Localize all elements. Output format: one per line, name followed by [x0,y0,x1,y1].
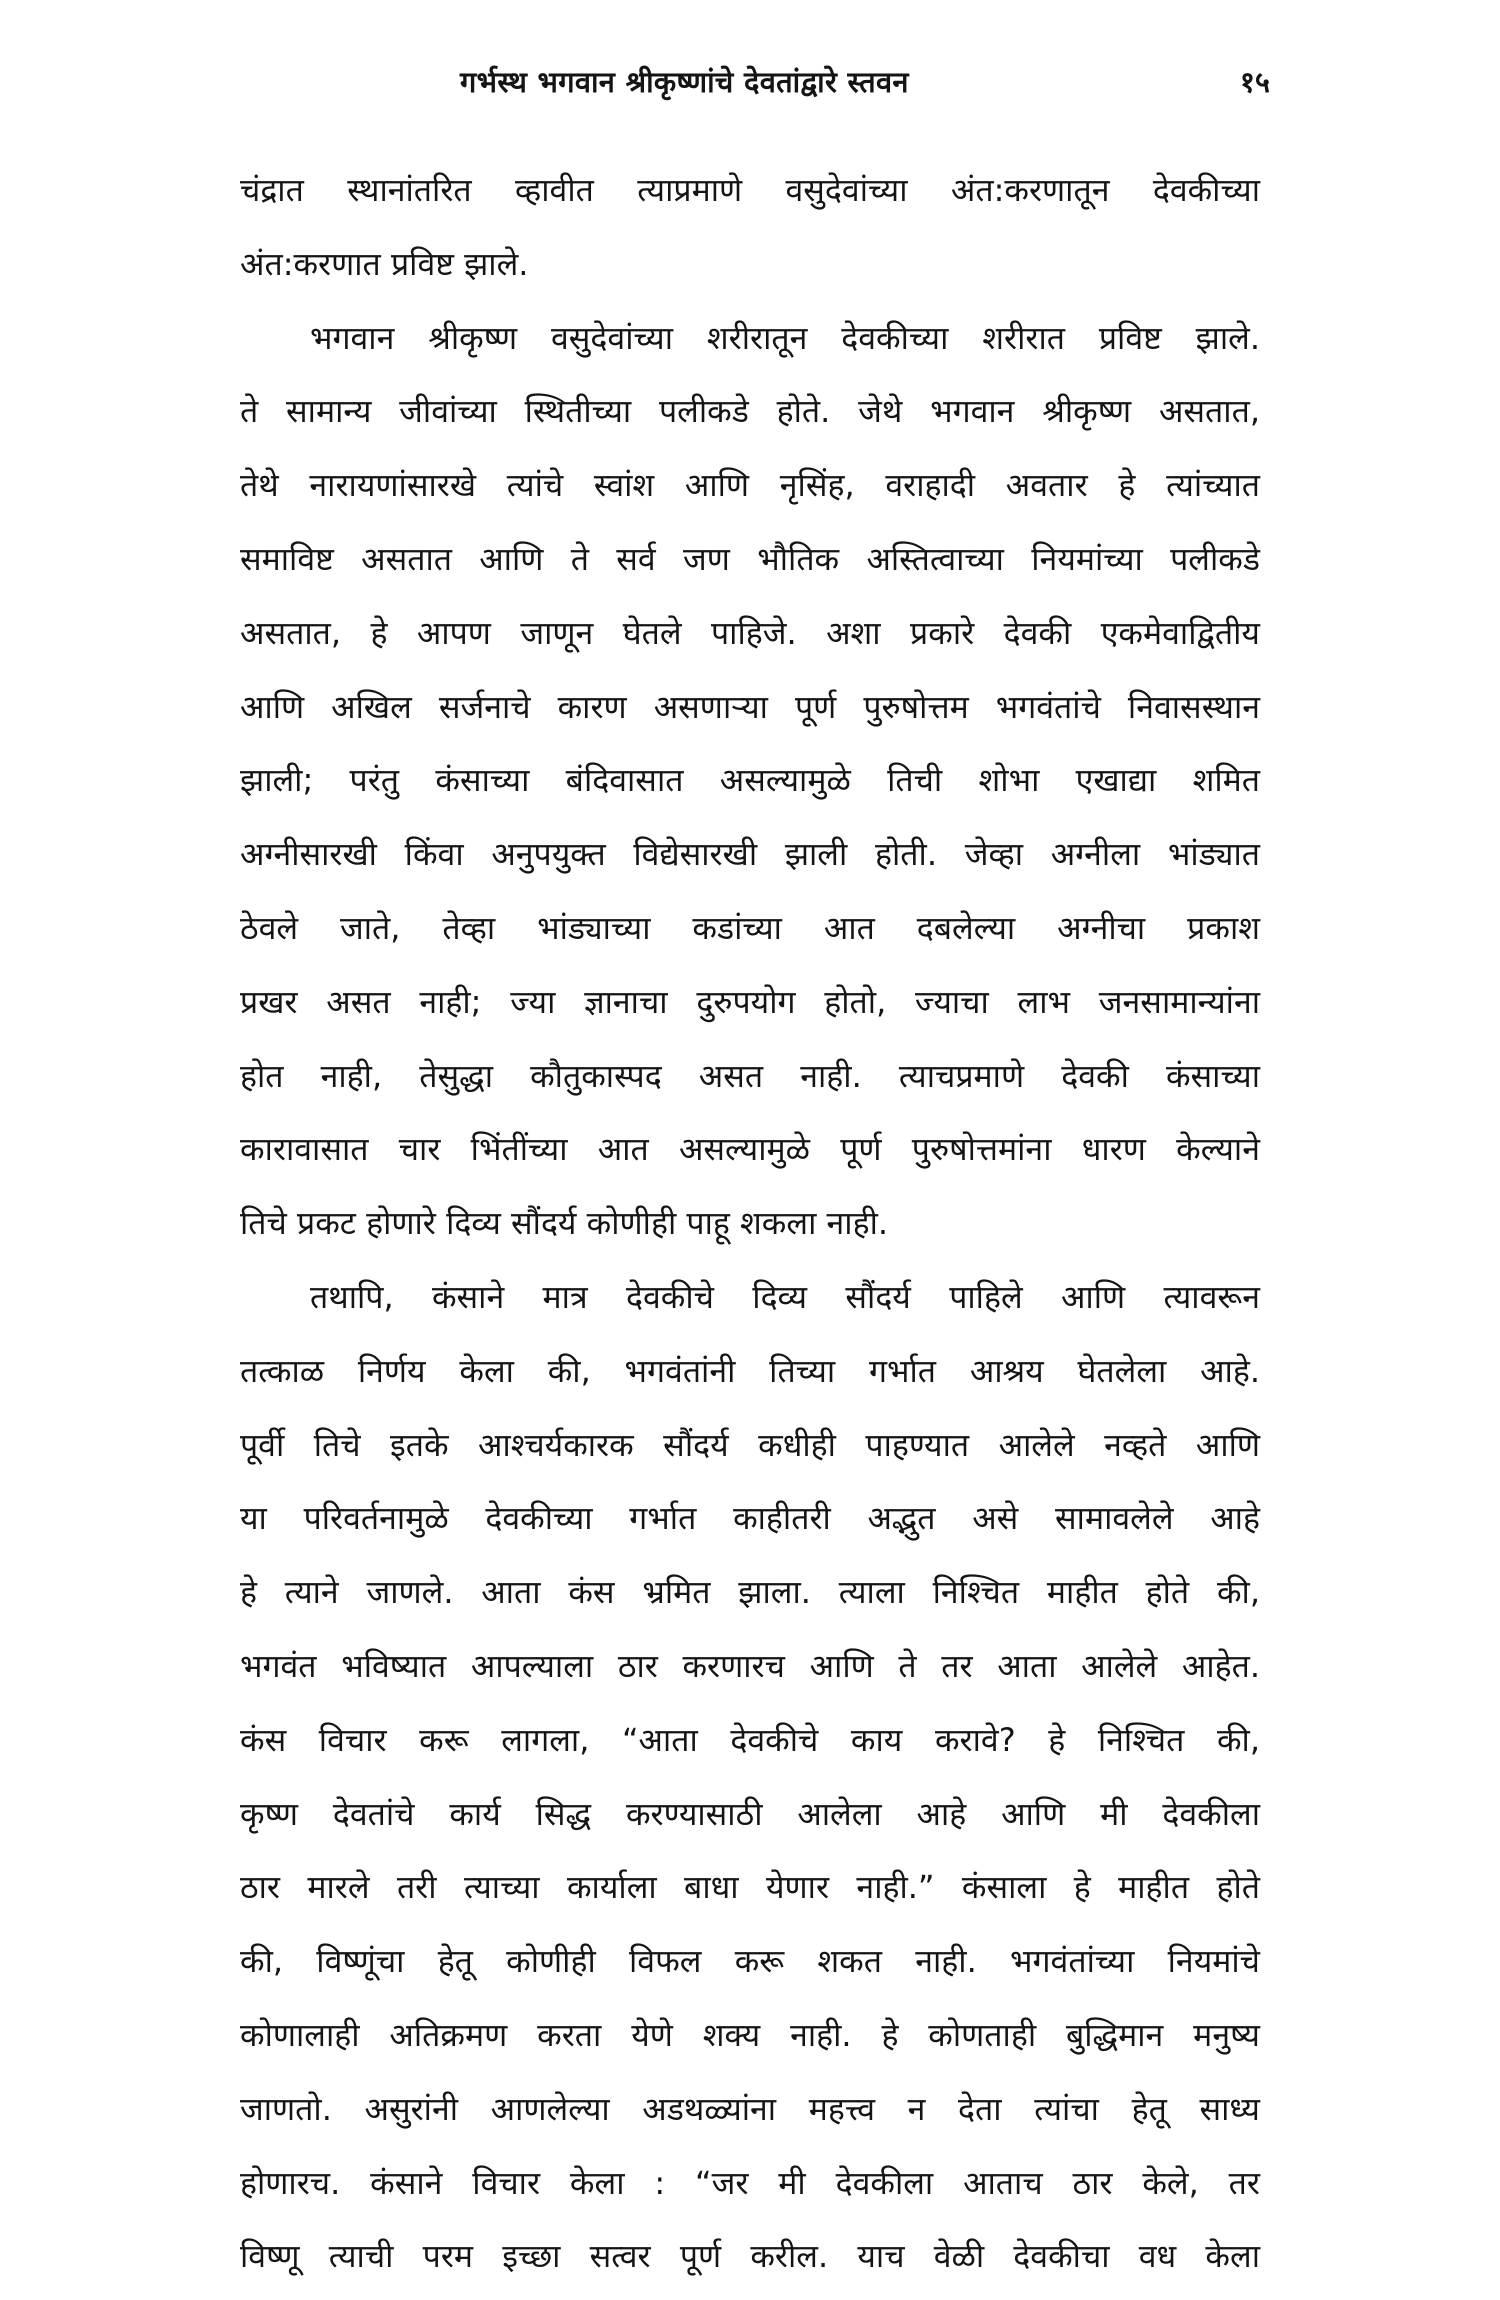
chapter-title: गर्भस्थ भगवान श्रीकृष्णांचे देवतांद्वारे स्तवन [460,65,909,99]
text-line: कंस विचार करू लागला, “आता देवकीचे काय करावे? हे निश्चित की, [240,1720,1260,1759]
text-line: तत्काळ निर्णय केला की, भगवंतांनी तिच्या गर्भात आश्रय घेतलेला आहे. [240,1351,1260,1390]
text-line: होत नाही, तेसुद्धा कौतुकास्पद असत नाही. त्याचप्रमाणे देवकी कंसाच्या [240,1056,1260,1095]
text-line: भगवान श्रीकृष्ण वसुदेवांच्या शरीरातून देवकीच्या शरीरात प्रविष्ट झाले. [310,318,1260,357]
text-line: हे त्याने जाणले. आता कंस भ्रमित झाला. त्याला निश्चित माहीत होते की, [240,1573,1260,1612]
text-line: कृष्ण देवतांचे कार्य सिद्ध करण्यासाठी आलेला आहे आणि मी देवकीला [240,1794,1260,1833]
text-line: ठार मारले तरी त्याच्या कार्याला बाधा येणार नाही.” कंसाला हे माहीत होते [240,1868,1260,1907]
text-line: अंत:करणात प्रविष्ट झाले. [240,244,529,283]
text-line: भगवंत भविष्यात आपल्याला ठार करणारच आणि ते तर आता आलेले आहेत. [240,1646,1260,1685]
text-line: तेथे नारायणांसारखे त्यांचे स्वांश आणि नृसिंह, वराहादी अवतार हे त्यांच्यात [240,466,1260,505]
text-line: कारावासात चार भिंतींच्या आत असल्यामुळे पूर्ण पुरुषोत्तमांना धारण केल्याने [240,1130,1260,1169]
text-line: अग्नीसारखी किंवा अनुपयुक्त विद्येसारखी झाली होती. जेव्हा अग्नीला भांड्यात [240,835,1260,874]
text-line: आणि अखिल सर्जनाचे कारण असणाऱ्या पूर्ण पुरुषोत्तम भगवंतांचे निवासस्थान [240,687,1260,726]
body-text [240,160,1260,2300]
text-line: कोणालाही अतिक्रमण करता येणे शक्य नाही. हे कोणताही बुद्धिमान मनुष्य [240,2015,1260,2054]
text-line: होणारच. कंसाने विचार केला : “जर मी देवकीला आताच ठार केले, तर [240,2163,1260,2202]
text-line: की, विष्णूंचा हेतू कोणीही विफल करू शकत नाही. भगवंतांच्या नियमांचे [240,1942,1260,1981]
text-line: प्रखर असत नाही; ज्या ज्ञानाचा दुरुपयोग होतो, ज्याचा लाभ जनसामान्यांना [240,982,1260,1021]
text-line: विष्णू त्याची परम इच्छा सत्वर पूर्ण करील. याच वेळी देवकीचा वध केला [240,2237,1260,2276]
text-line: समाविष्ट असतात आणि ते सर्व जण भौतिक अस्तित्वाच्या नियमांच्या पलीकडे [240,539,1260,578]
text-line: चंद्रात स्थानांतरित व्हावीत त्याप्रमाणे वसुदेवांच्या अंत:करणातून देवकीच्या [240,171,1260,209]
running-header [240,62,1270,112]
text-line: ते सामान्य जीवांच्या स्थितीच्या पलीकडे होते. जेथे भगवान श्रीकृष्ण असतात, [240,392,1260,431]
text-line: झाली; परंतु कंसाच्या बंदिवासात असल्यामुळे तिची शोभा एखाद्या शमित [240,761,1260,800]
text-line: तिचे प्रकट होणारे दिव्य सौंदर्य कोणीही पाहू शकला नाही. [240,1204,889,1243]
text-line: असतात, हे आपण जाणून घेतले पाहिजे. अशा प्रकारे देवकी एकमेवाद्वितीय [240,613,1260,652]
text-line: पूर्वी तिचे इतके आश्चर्यकारक सौंदर्य कधीही पाहण्यात आलेले नव्हते आणि [240,1425,1260,1464]
text-line: ठेवले जाते, तेव्हा भांड्याच्या कडांच्या आत दबलेल्या अग्नीचा प्रकाश [240,908,1260,947]
page-number: १५ [1239,65,1270,99]
text-line: या परिवर्तनामुळे देवकीच्या गर्भात काहीतरी अद्भुत असे सामावलेले आहे [240,1499,1260,1538]
text-line: तथापि, कंसाने मात्र देवकीचे दिव्य सौंदर्य पाहिले आणि त्यावरून [310,1277,1260,1316]
text-line: जाणतो. असुरांनी आणलेल्या अडथळ्यांना महत्त्व न देता त्यांचा हेतू साध्य [240,2089,1260,2128]
